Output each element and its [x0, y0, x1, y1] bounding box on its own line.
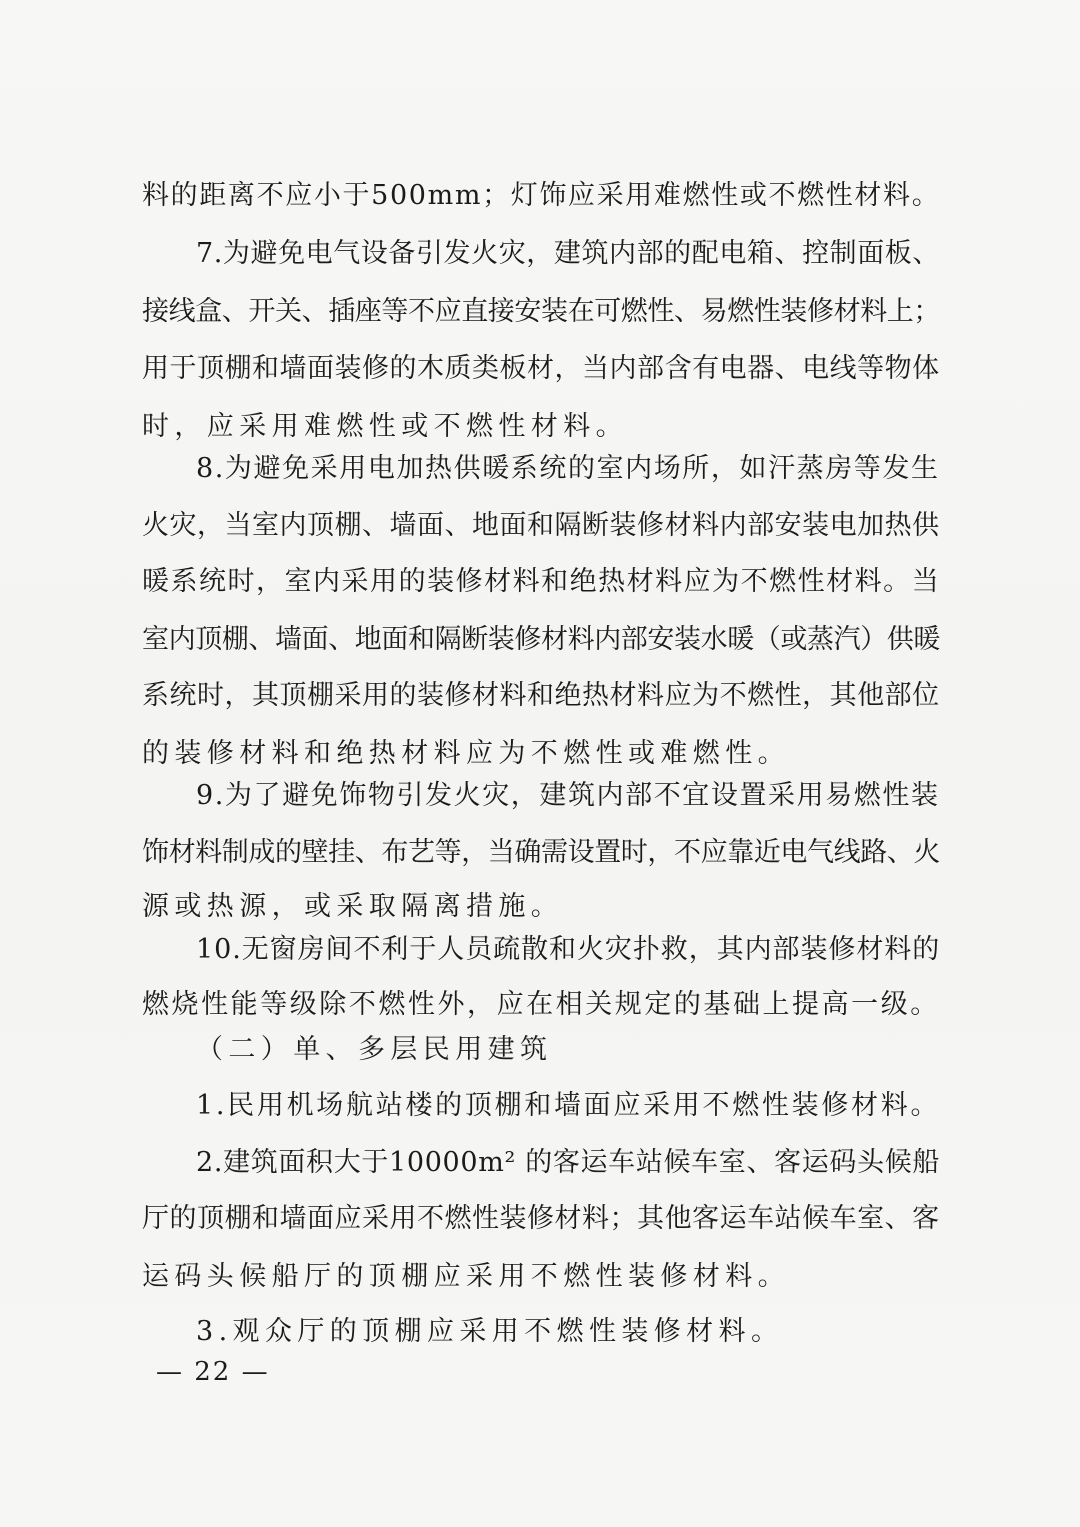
text-line: 室内顶棚、墙面、地面和隔断装修材料内部安装水暖（或蒸汽）供暖: [142, 624, 940, 655]
text-line: 7.为避免电气设备引发火灾，建筑内部的配电箱、控制面板、: [196, 238, 940, 269]
text-line: 用于顶棚和墙面装修的木质类板材，当内部含有电器、电线等物体: [142, 353, 940, 384]
text-line: 时，应采用难燃性或不燃性材料。: [142, 411, 628, 442]
text-line: 运码头候船厅的顶棚应采用不燃性装修材料。: [142, 1261, 790, 1292]
text-line: 9.为了避免饰物引发火灾，建筑内部不宜设置采用易燃性装: [196, 780, 940, 811]
text-line: 的装修材料和绝热材料应为不燃性或难燃性。: [142, 738, 790, 769]
text-line: 1.民用机场航站楼的顶棚和墙面应采用不燃性装修材料。: [196, 1090, 941, 1121]
text-line: 2.建筑面积大于10000m² 的客运车站候车室、客运码头候船: [196, 1147, 941, 1178]
text-line: 3.观众厅的顶棚应采用不燃性装修材料。: [196, 1316, 784, 1347]
text-line: 源或热源，或采取隔离措施。: [142, 891, 564, 922]
text-line: 饰材料制成的壁挂、布艺等，当确需设置时，不应靠近电气线路、火: [142, 837, 940, 868]
text-line: 暖系统时，室内采用的装修材料和绝热材料应为不燃性材料。当: [142, 566, 941, 597]
text-line: 料的距离不应小于500mm；灯饰应采用难燃性或不燃性材料。: [142, 180, 941, 211]
text-line: 系统时，其顶棚采用的装修材料和绝热材料应为不燃性，其他部位: [142, 680, 940, 711]
text-line: 接线盒、开关、插座等不应直接安装在可燃性、易燃性装修材料上；: [142, 296, 940, 327]
section-heading: （二）单、多层民用建筑: [196, 1034, 553, 1065]
text-line: 厅的顶棚和墙面应采用不燃性装修材料；其他客运车站候车室、客: [142, 1203, 940, 1234]
text-line: 10.无窗房间不利于人员疏散和火灾扑救，其内部装修材料的: [196, 934, 941, 965]
text-line: 8.为避免采用电加热供暖系统的室内场所，如汗蒸房等发生: [196, 453, 940, 484]
text-line: 燃烧性能等级除不燃性外，应在相关规定的基础上提高一级。: [142, 989, 940, 1020]
text-line: 火灾，当室内顶棚、墙面、地面和隔断装修材料内部安装电加热供: [142, 510, 940, 541]
page-number: — 22 —: [156, 1357, 270, 1387]
